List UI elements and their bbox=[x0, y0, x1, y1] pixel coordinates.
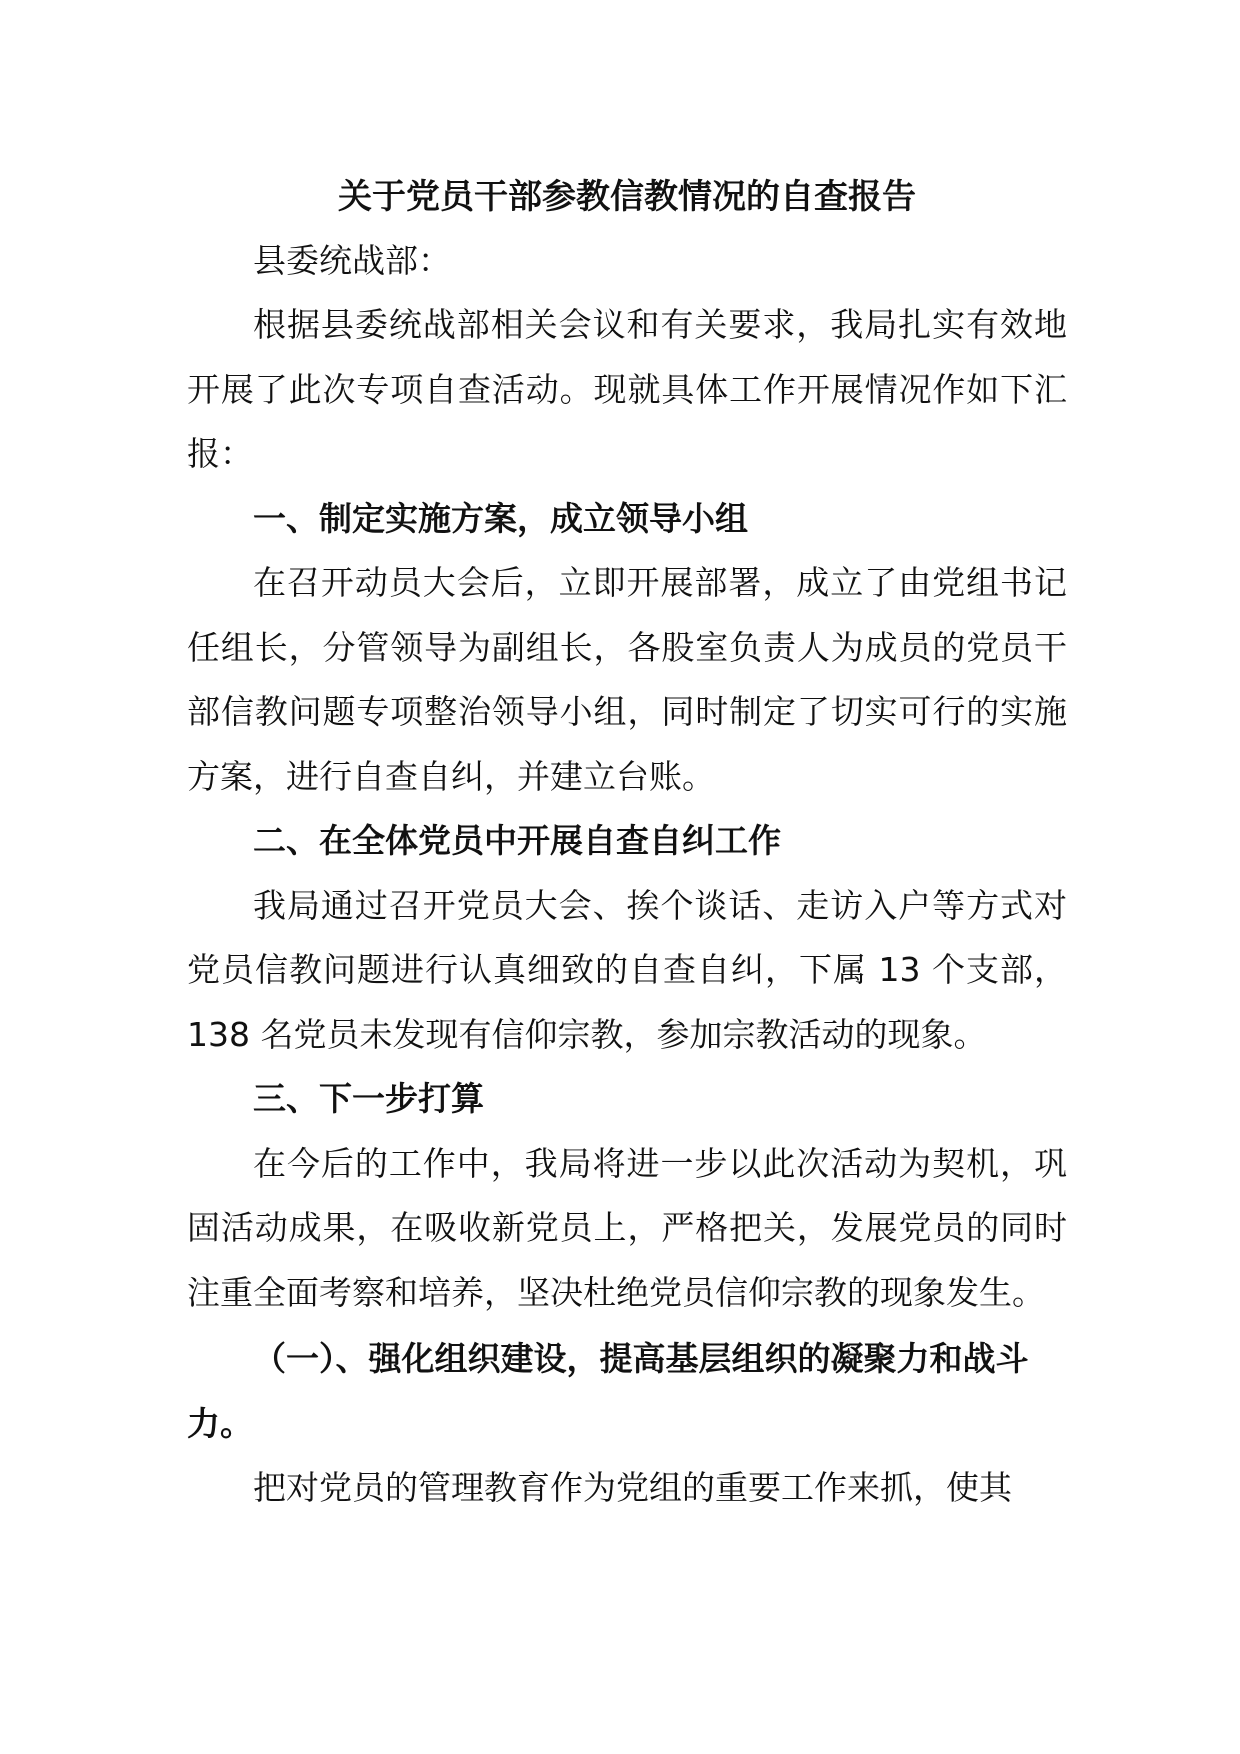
section-body-3: 在今后的工作中，我局将进一步以此次活动为契机，巩固活动成果，在吸收新党员上，严格把关，发展党员的同时注重全面考察和培养，坚决杜绝党员信仰宗教的现象发生。 bbox=[187, 1143, 1067, 1312]
section-body-2: 我局通过召开党员大会、挨个谈话、走访入户等方式对党员信教问题进行认真细致的自查自纠，下属 13 个支部，138 名党员未发现有信仰宗教，参加宗教活动的现象。 bbox=[187, 885, 1067, 1054]
intro-paragraph: 根据县委统战部相关会议和有关要求，我局扎实有效地开展了此次专项自查活动。现就具体工作开展情况作如下汇报： bbox=[187, 305, 1067, 473]
section-heading-1: 一、制定实施方案，成立领导小组 bbox=[253, 498, 748, 538]
section-body-1: 在召开动员大会后，立即开展部署，成立了由党组书记任组长，分管领导为副组长，各股室负责人为成员的党员干部信教问题专项整治领导小组，同时制定了切实可行的实施方案，进行自查自纠，并建立台账。 bbox=[187, 563, 1067, 796]
subsection-body: 把对党员的管理教育作为党组的重要工作来抓，使其 bbox=[253, 1468, 1012, 1507]
section-heading-2: 二、在全体党员中开展自查自纠工作 bbox=[253, 821, 781, 860]
subsection-heading: （一）、强化组织建设，提高基层组织的凝聚力和战斗力。 bbox=[187, 1339, 1029, 1443]
salutation: 县委统战部： bbox=[253, 241, 451, 280]
section-heading-3: 三、下一步打算 bbox=[253, 1079, 484, 1118]
document-page bbox=[187, 165, 1067, 1521]
document-title: 关于党员干部参教信教情况的自查报告 bbox=[338, 177, 916, 217]
